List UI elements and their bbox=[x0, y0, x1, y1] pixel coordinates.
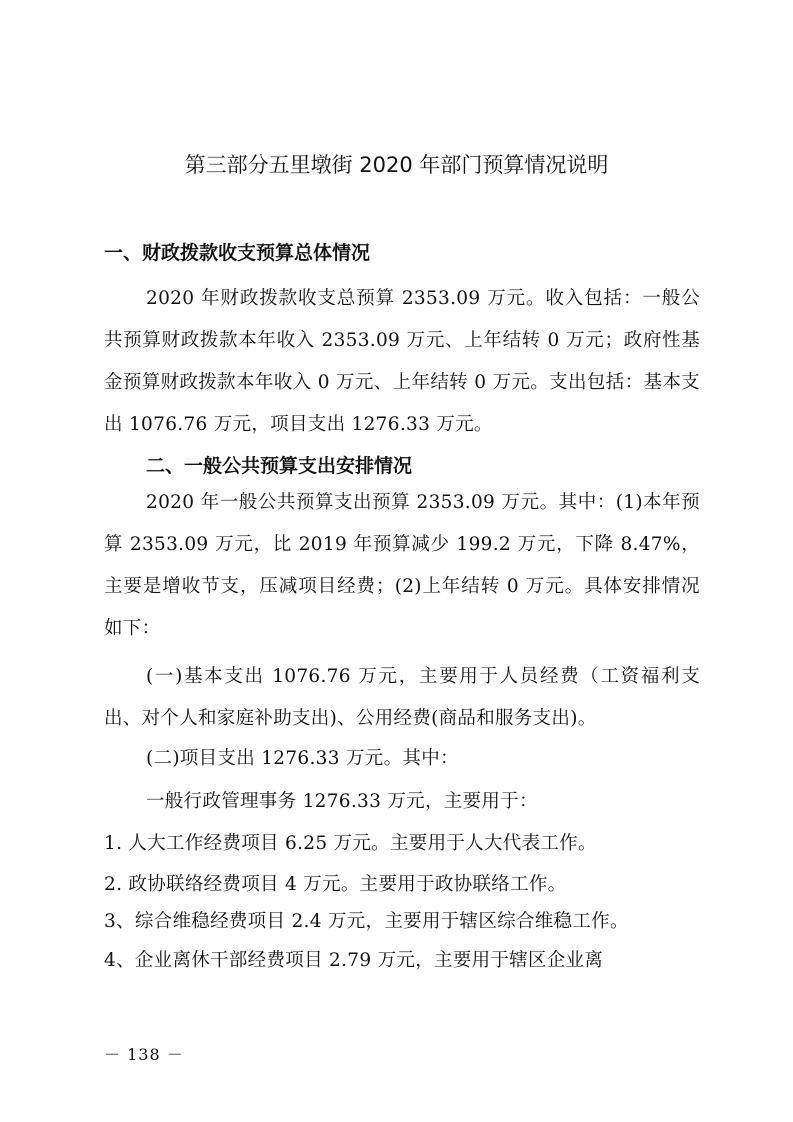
list-item: 3、综合维稳经费项目 2.4 万元，主要用于辖区综合维稳工作。 bbox=[104, 911, 629, 932]
list-item: 4、企业离休干部经费项目 2.79 万元，主要用于辖区企业离 bbox=[104, 950, 604, 971]
paragraph-fiscal-overview: 2020 年财政拨款收支总预算 2353.09 万元。收入包括：一般公共预算财政拨款本年收入 2353.09 万元、上年结转 0 万元；政府性基金预算财政拨款本年收入 0 万元、上年结转 0 万元。支出包括：基本支出 1076.76 万元，项目支出 1276.33 万元。 bbox=[104, 288, 700, 435]
paragraph-project-expense: (二)项目支出 1276.33 万元。其中： bbox=[146, 748, 459, 769]
paragraph-general-budget: 2020 年一般公共预算支出预算 2353.09 万元。其中：(1)本年预算 2353.09 万元，比 2019 年预算减少 199.2 万元，下降 8.47%，主要是增收节支，压减项目经费；(2)上年结转 0 万元。具体安排情况如下： bbox=[104, 492, 700, 639]
page-number: － 138 － bbox=[104, 1045, 184, 1064]
paragraph-basic-expense: (一)基本支出 1076.76 万元，主要用于人员经费（工资福利支出、对个人和家庭补助支出)、公用经费(商品和服务支出)。 bbox=[104, 666, 700, 729]
list-item: 2. 政协联络经费项目 4 万元。主要用于政协联络工作。 bbox=[104, 874, 567, 895]
paragraph-admin-affairs: 一般行政管理事务 1276.33 万元，主要用于： bbox=[146, 791, 538, 812]
section-heading-fiscal-overview: 一、财政拨款收支预算总体情况 bbox=[104, 242, 371, 264]
list-item: 1. 人大工作经费项目 6.25 万元。主要用于人大代表工作。 bbox=[104, 833, 597, 854]
section-heading-general-budget: 二、一般公共预算支出安排情况 bbox=[146, 455, 413, 477]
document-title: 第三部分五里墩街 2020 年部门预算情况说明 bbox=[184, 153, 609, 177]
